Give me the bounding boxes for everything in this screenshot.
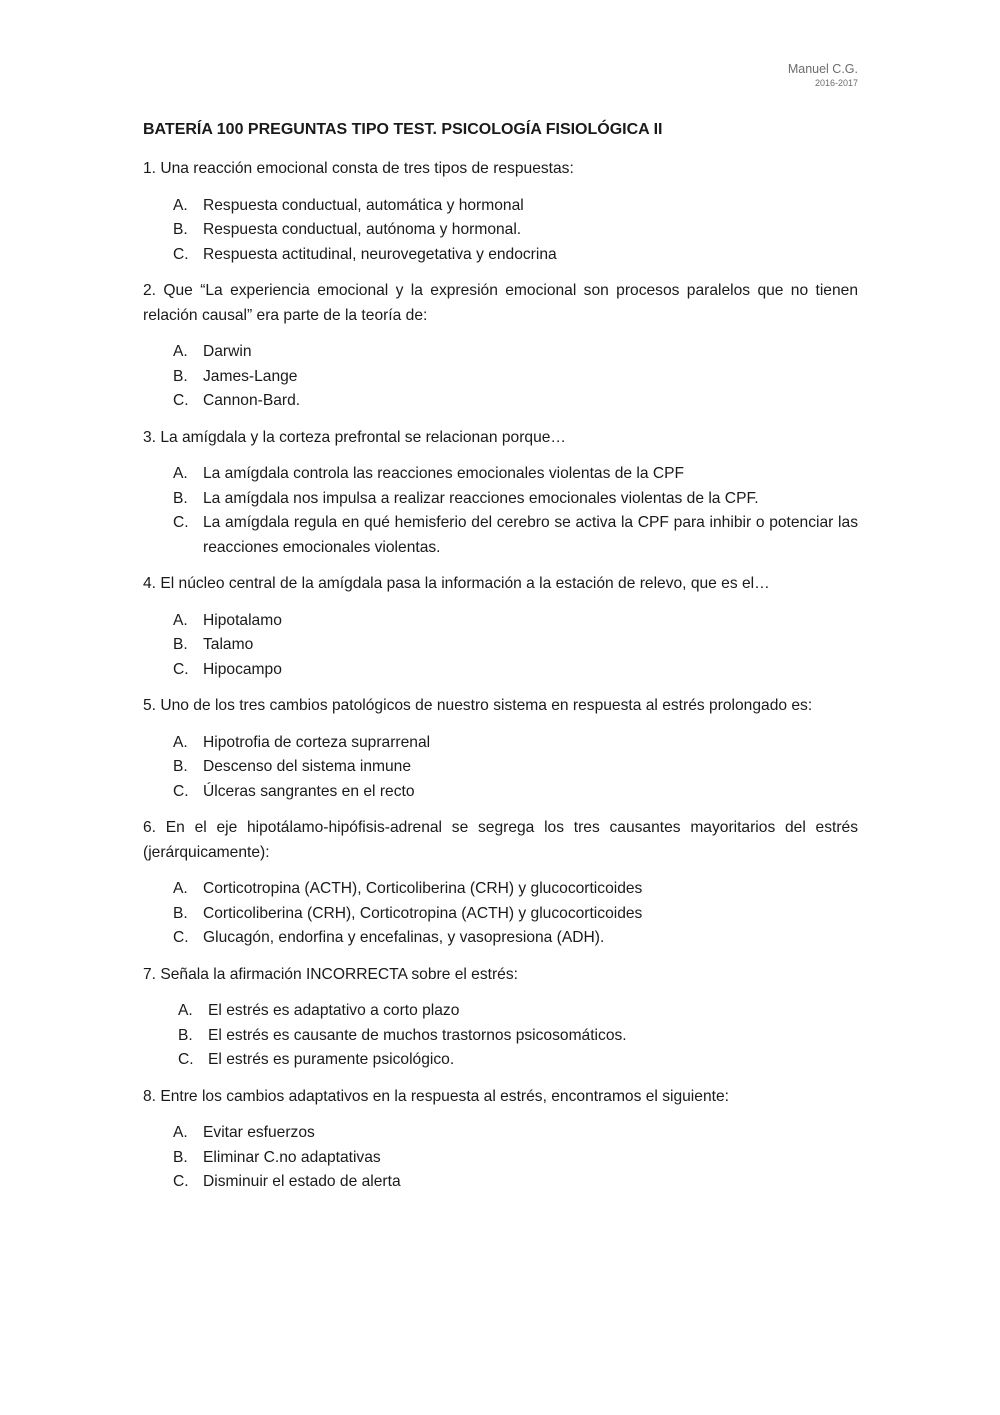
option-letter: B.	[173, 1148, 188, 1166]
answer-option-a	[143, 340, 858, 365]
question-text: 3. La amígdala y la corteza prefrontal se relacionan porque…	[143, 428, 567, 446]
answer-option-c	[143, 658, 858, 683]
answer-option-b	[143, 365, 858, 390]
option-letter: B.	[173, 904, 188, 922]
option-text: Corticoliberina (CRH), Corticotropina (ACTH) y glucocorticoides	[203, 904, 643, 922]
answer-option-b	[143, 1146, 858, 1171]
option-letter: A.	[173, 880, 188, 897]
option-letter: C.	[173, 782, 189, 800]
question-7	[143, 963, 858, 1073]
answer-option-b	[143, 487, 858, 512]
option-text: Darwin	[203, 343, 252, 360]
answer-option-c	[143, 389, 858, 414]
question-text: 1. Una reacción emocional consta de tres tipos de respuestas:	[143, 160, 574, 177]
answer-option-c	[143, 1170, 858, 1195]
option-letter: A.	[173, 733, 188, 751]
option-letter: C.	[173, 245, 189, 263]
option-text: Hipotalamo	[203, 611, 282, 629]
option-letter: A.	[178, 1002, 193, 1019]
answer-option-c	[143, 1048, 858, 1073]
option-letter: A.	[173, 196, 188, 214]
option-text: James-Lange	[203, 367, 298, 385]
option-text: Talamo	[203, 636, 254, 653]
question-text: 6. En el eje hipotálamo-hipófisis-adrenal se segrega los tres causantes mayoritarios del estrés (jerárquicamente):	[143, 819, 858, 861]
question-8	[143, 1085, 858, 1195]
option-text: Eliminar C.no adaptativas	[203, 1148, 381, 1166]
answer-option-a	[143, 877, 858, 902]
option-text: Evitar esfuerzos	[203, 1124, 315, 1141]
question-3	[143, 426, 858, 561]
option-letter: B.	[173, 758, 188, 775]
option-text: Respuesta conductual, autónoma y hormonal.	[203, 221, 522, 238]
answer-option-b	[143, 1024, 858, 1049]
question-text: 8. Entre los cambios adaptativos en la respuesta al estrés, encontramos el siguiente:	[143, 1087, 729, 1105]
option-text: Úlceras sangrantes en el recto	[203, 782, 415, 800]
answer-option-c	[143, 243, 858, 268]
option-letter: A.	[173, 611, 188, 629]
option-text: Cannon-Bard.	[203, 392, 301, 409]
question-4	[143, 572, 858, 682]
option-text: Respuesta actitudinal, neurovegetativa y endocrina	[203, 245, 557, 263]
answer-option-a	[143, 1121, 858, 1146]
option-letter: B.	[173, 636, 188, 653]
document-body	[143, 118, 858, 1207]
question-text: 4. El núcleo central de la amígdala pasa la información a la estación de relevo, que es el…	[143, 575, 770, 592]
option-text: Corticotropina (ACTH), Corticoliberina (CRH) y glucocorticoides	[203, 880, 643, 897]
answer-option-c	[143, 926, 858, 951]
answer-option-a	[143, 609, 858, 634]
option-text: Respuesta conductual, automática y hormonal	[203, 196, 524, 214]
answer-option-a	[143, 731, 858, 756]
option-letter: C.	[173, 392, 189, 409]
option-text: Hipocampo	[203, 660, 282, 678]
option-text: Descenso del sistema inmune	[203, 758, 412, 775]
question-5	[143, 694, 858, 804]
question-text: 7. Señala la afirmación INCORRECTA sobre el estrés:	[143, 965, 518, 983]
option-letter: A.	[173, 343, 188, 360]
option-text: Disminuir el estado de alerta	[203, 1173, 401, 1190]
question-text: 5. Uno de los tres cambios patológicos de nuestro sistema en respuesta al estrés prolongado es:	[143, 697, 813, 714]
answer-options	[143, 340, 858, 414]
answer-options	[143, 609, 858, 683]
option-letter: C.	[173, 929, 189, 946]
answer-option-a	[143, 194, 858, 219]
option-letter: B.	[178, 1026, 193, 1044]
answer-option-c	[143, 780, 858, 805]
header-year: 2016-2017	[814, 78, 858, 88]
option-text: El estrés es puramente psicológico.	[208, 1051, 455, 1068]
option-letter: C.	[173, 660, 189, 678]
document-title: BATERÍA 100 PREGUNTAS TIPO TEST. PSICOLOGÍA FISIOLÓGICA II	[143, 121, 663, 138]
option-letter: C.	[178, 1051, 194, 1068]
option-text: Hipotrofia de corteza suprarrenal	[203, 733, 431, 751]
answer-options	[143, 877, 858, 951]
option-letter: B.	[173, 367, 188, 385]
option-letter: A.	[173, 465, 188, 482]
option-letter: B.	[173, 489, 188, 507]
answer-options	[143, 999, 858, 1073]
answer-option-b	[143, 218, 858, 243]
option-letter: B.	[173, 221, 188, 238]
answer-options	[143, 731, 858, 805]
answer-option-a	[143, 462, 858, 487]
answer-options	[143, 1121, 858, 1195]
answer-option-b	[143, 902, 858, 927]
option-text: El estrés es causante de muchos trastornos psicosomáticos.	[208, 1026, 627, 1044]
answer-options	[143, 462, 858, 560]
option-letter: C.	[173, 1173, 189, 1190]
question-1	[143, 157, 858, 267]
option-text: Glucagón, endorfina y encefalinas, y vasopresiona (ADH).	[203, 929, 605, 946]
option-letter: C.	[173, 514, 189, 531]
question-2	[143, 279, 858, 414]
option-text: La amígdala regula en qué hemisferio del cerebro se activa la CPF para inhibir o potenciar las reacciones emocionales violentas.	[203, 514, 858, 556]
question-6	[143, 816, 858, 951]
answer-option-b	[143, 755, 858, 780]
page-header	[788, 61, 858, 90]
answer-option-c	[143, 511, 858, 560]
option-text: La amígdala nos impulsa a realizar reacciones emocionales violentas de la CPF.	[203, 489, 759, 507]
option-text: El estrés es adaptativo a corto plazo	[208, 1002, 460, 1019]
answer-option-b	[143, 633, 858, 658]
question-text: 2. Que “La experiencia emocional y la expresión emocional son procesos paralelos que no tienen relación causal” era parte de la teoría de:	[143, 282, 858, 324]
header-author: Manuel C.G.	[787, 62, 858, 76]
answer-options	[143, 194, 858, 268]
option-text: La amígdala controla las reacciones emocionales violentas de la CPF	[203, 465, 685, 482]
option-letter: A.	[173, 1124, 188, 1141]
answer-option-a	[143, 999, 858, 1024]
